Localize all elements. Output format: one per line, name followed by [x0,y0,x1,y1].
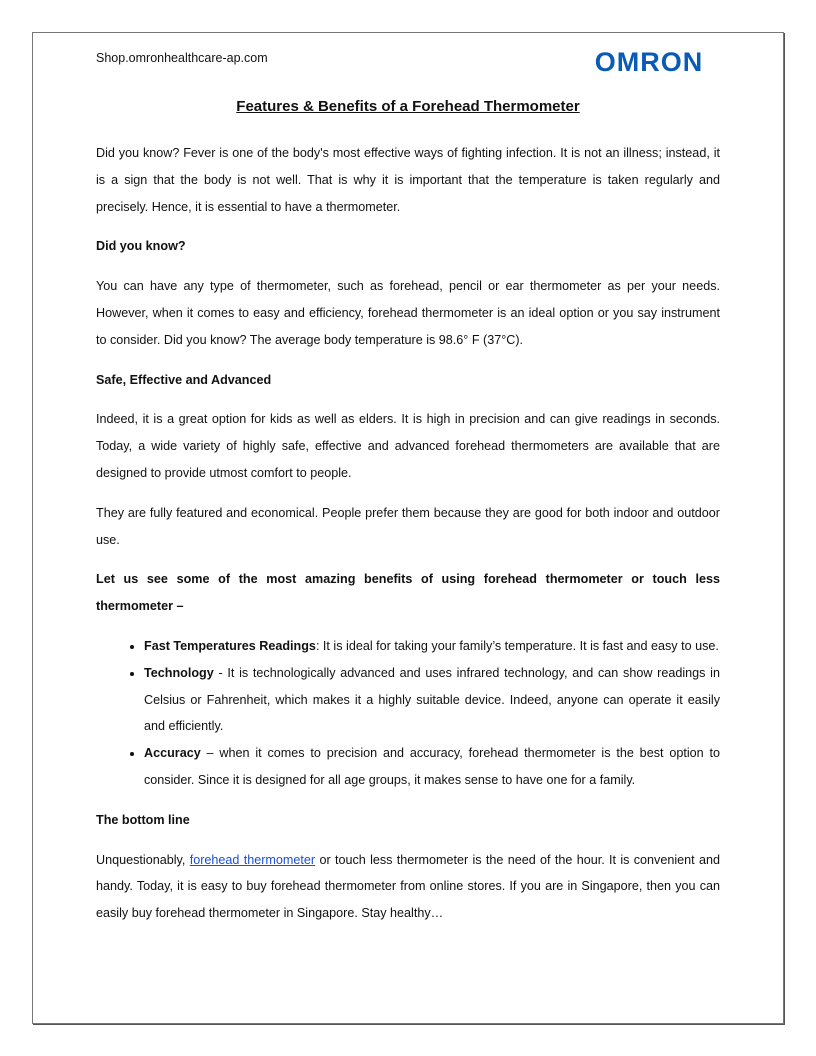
benefit-term: Accuracy [144,746,201,761]
list-item [144,660,720,740]
bottom-line-paragraph [96,847,720,927]
bottom-line-heading: The bottom line [96,812,190,827]
benefit-term: Technology [144,665,214,680]
list-item [144,633,720,660]
did-you-know-paragraph: You can have any type of thermometer, such as forehead, pencil or ear thermometer as per your needs. However, when it comes to easy and efficiency, forehead thermometer is an ideal option or you say instrument to consider. Did you know? The average body temperature is 98.6° F (37°C). [96,279,720,347]
benefit-sep: - [213,665,223,680]
benefit-term: Fast Temperatures Readings [144,638,316,653]
site-url: Shop.omronhealthcare-ap.com [96,51,268,65]
bottom-post-text: or touch less thermometer is the need of the hour. It is convenient and handy. Today, it is easy to buy forehead thermometer from online stores. If you are in Singapore, then you can easily buy forehead thermometer in Singapore. Stay healthy… [96,852,720,921]
page-title: Features & Benefits of a Forehead Thermometer [236,98,580,115]
benefit-text: It is technologically advanced and uses infrared technology, and can show readings in Celsius or Fahrenheit, which makes it a highly suitable device. Indeed, anyone can operate it easily and efficiently. [144,665,720,734]
safe-paragraph-2: They are fully featured and economical. People prefer them because they are good for both indoor and outdoor use. [96,505,720,547]
bottom-pre-text: Unquestionably, [96,852,190,867]
list-item [144,740,720,794]
benefits-list [96,633,720,794]
benefit-sep: : [315,638,320,653]
benefit-text: when it comes to precision and accuracy, forehead thermometer is the best option to consider. Since it is designed for all age groups, it makes sense to have one for a family. [144,746,720,787]
article-body [96,140,720,940]
omron-logo-text: OMRON [594,47,704,77]
section-heading-did-you-know: Did you know? [96,239,186,254]
safe-paragraph-1: Indeed, it is a great option for kids as well as elders. It is high in precision and can give readings in seconds. Today, a wide variety of highly safe, effective and advanced forehead thermometers are available that are designed to provide utmost comfort to people. [96,412,720,480]
section-heading-safe: Safe, Effective and Advanced [96,372,272,387]
benefits-heading: Let us see some of the most amazing benefits of using forehead thermometer or touch less thermometer – [96,572,720,614]
omron-logo [590,44,708,78]
forehead-thermometer-link[interactable]: forehead thermometer [189,852,316,867]
benefit-sep: – [200,746,214,761]
benefit-text: It is ideal for taking your family’s temperature. It is fast and easy to use. [319,638,719,653]
intro-paragraph: Did you know? Fever is one of the body's most effective ways of fighting infection. It is not an illness; instead, it is a sign that the body is not well. That is why it is important that the temperature is taken regularly and precisely. Hence, it is essential to have a thermometer. [96,146,720,214]
